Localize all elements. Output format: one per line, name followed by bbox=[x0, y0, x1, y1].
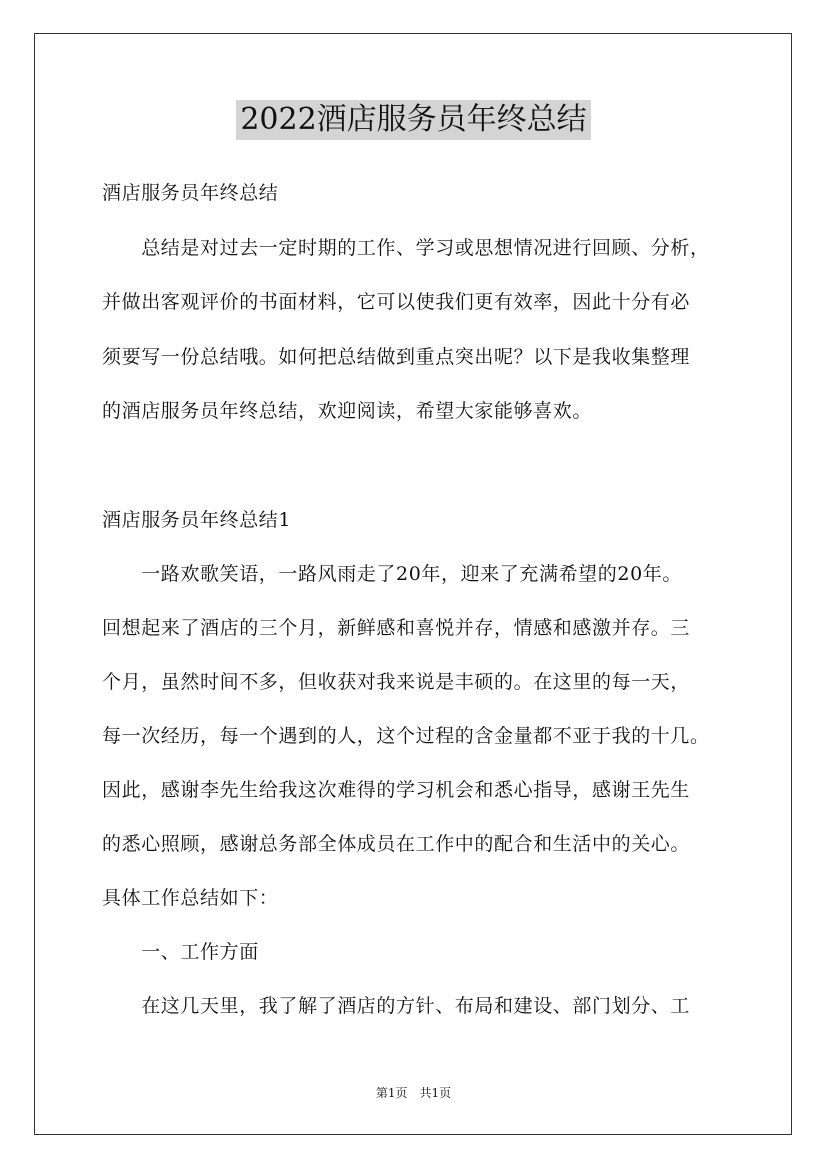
paragraph-line: 并做出客观评价的书面材料，它可以使我们更有效率，因此十分有必 bbox=[102, 291, 691, 313]
paragraph-line: 的酒店服务员年终总结，欢迎阅读，希望大家能够喜欢。 bbox=[102, 400, 593, 422]
paragraph-line: 每一次经历，每一个遇到的人，这个过程的含金量都不亚于我的十几。 bbox=[102, 725, 710, 747]
title-container bbox=[0, 100, 827, 140]
paragraph-line: 因此，感谢李先生给我这次难得的学习机会和悉心指导，感谢王先生 bbox=[102, 779, 691, 801]
document-title: 2022酒店服务员年终总结 bbox=[236, 100, 590, 140]
subheading-work: 一、工作方面 bbox=[102, 941, 259, 963]
paragraph-line: 回想起来了酒店的三个月，新鲜感和喜悦并存，情感和感激并存。三 bbox=[102, 617, 691, 639]
paragraph-line: 一路欢歌笑语，一路风雨走了20年，迎来了充满希望的20年。 bbox=[102, 563, 682, 585]
paragraph-line: 具体工作总结如下： bbox=[102, 887, 279, 909]
paragraph-line: 须要写一份总结哦。如何把总结做到重点突出呢？以下是我收集整理 bbox=[102, 346, 691, 368]
section-heading-intro: 酒店服务员年终总结 bbox=[102, 182, 279, 204]
section-heading-1: 酒店服务员年终总结1 bbox=[102, 509, 292, 531]
paragraph-line: 总结是对过去一定时期的工作、学习或思想情况进行回顾、分析， bbox=[102, 237, 710, 259]
paragraph-line: 个月，虽然时间不多，但收获对我来说是丰硕的。在这里的每一天， bbox=[102, 671, 691, 693]
paragraph-line: 的悉心照顾，感谢总务部全体成员在工作中的配合和生活中的关心。 bbox=[102, 833, 691, 855]
page-footer: 第1页 共1页 bbox=[375, 1086, 452, 1100]
paragraph-line: 在这几天里，我了解了酒店的方针、布局和建设、部门划分、工 bbox=[102, 995, 691, 1017]
